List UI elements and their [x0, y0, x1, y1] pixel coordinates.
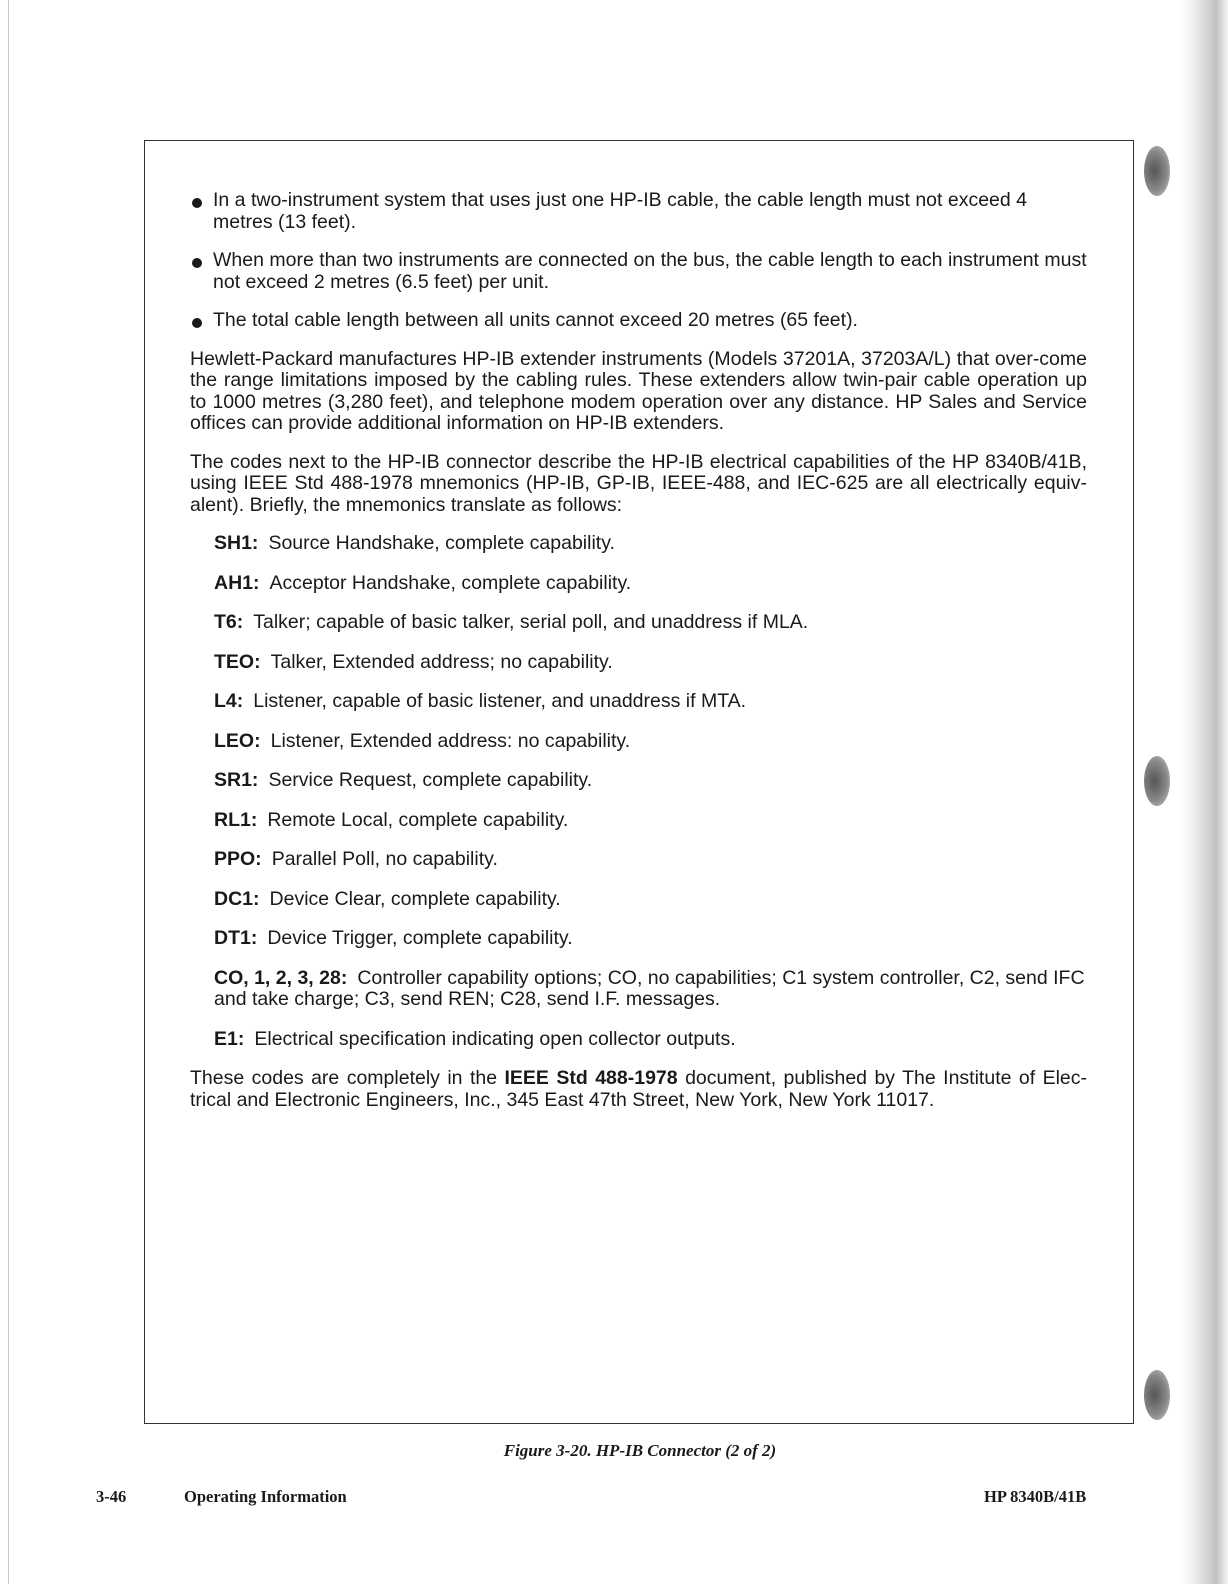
mnemonic-code: DT1: [214, 927, 258, 949]
bullet-item [190, 250, 1087, 293]
mnemonic-description: Parallel Poll, no capability. [271, 848, 498, 870]
figure-caption: Figure 3-20. HP-IB Connector (2 of 2) [503, 1441, 777, 1460]
extenders-paragraph: Hewlett-Packard manufactures HP-IB extender instruments (Models 37201A, 37203A/L) that over-come the range limitations imposed by the cabling rules. These extenders allow twin-pair cable operation up to 1000 metres (3,280 feet), and telephone modem operation over any distance. HP Sales and Service offices can provide additional information on HP-IB extenders. [190, 347, 1087, 434]
mnemonic-entry [214, 533, 1087, 555]
page-number: 3-46 [96, 1487, 127, 1506]
mnemonic-entry [214, 1029, 1087, 1051]
mnemonic-code: AH1: [214, 571, 260, 594]
model-name: HP 8340B/41B [984, 1487, 1087, 1506]
mnemonic-entry [214, 770, 1087, 792]
mnemonic-description: Source Handshake, complete capability. [268, 532, 615, 554]
closing-text-after: document, published by The Institute of Elec-trical and Electronic Engineers, Inc., 345 East 47th Street, New York, New York 11017. [190, 1067, 1088, 1111]
binder-hole [1144, 146, 1170, 196]
mnemonic-code: CO, 1, 2, 3, 28: [214, 966, 348, 989]
mnemonic-entry [214, 612, 1087, 634]
binder-hole [1144, 1370, 1170, 1420]
mnemonic-entry [214, 968, 1087, 1011]
bullet-icon [192, 198, 202, 208]
mnemonic-code: PPO: [214, 848, 262, 870]
mnemonic-description: Device Clear, complete capability. [269, 887, 561, 910]
mnemonic-code: LEO: [214, 729, 261, 752]
mnemonic-code: RL1: [214, 808, 258, 831]
mnemonic-entry [214, 889, 1087, 911]
mnemonic-entry [214, 573, 1087, 595]
binder-hole [1144, 756, 1170, 806]
mnemonic-description: Listener, capable of basic listener, and unaddress if MTA. [253, 690, 747, 712]
mnemonic-entry [214, 731, 1087, 753]
bullet-item [190, 190, 1087, 233]
mnemonic-code: TEO: [214, 650, 261, 673]
mnemonic-entry [214, 652, 1087, 674]
mnemonic-entry [214, 691, 1087, 713]
bullet-text: In a two-instrument system that uses just one HP-IB cable, the cable length must not exceed 4 metres (13 feet). [213, 189, 1028, 233]
bullet-item [190, 310, 1087, 332]
mnemonic-description: Electrical specification indicating open collector outputs. [254, 1027, 736, 1050]
mnemonic-description: Talker; capable of basic talker, serial poll, and unaddress if MLA. [253, 611, 809, 633]
mnemonic-code: L4: [214, 690, 244, 712]
codes-intro-paragraph: The codes next to the HP-IB connector describe the HP-IB electrical capabilities of the HP 8340B/41B, using IEEE Std 488-1978 mnemonics (HP-IB, GP-IB, IEEE-488, and IEC-625 are all electrically equiv-alent). Briefly, the mnemonics translate as follows: [190, 450, 1087, 516]
binding-edge-shadow [1180, 0, 1228, 1584]
bullet-icon [192, 318, 202, 328]
mnemonic-description: Acceptor Handshake, complete capability. [269, 571, 632, 594]
mnemonic-description: Talker, Extended address; no capability. [270, 650, 613, 673]
standard-reference: IEEE Std 488-1978 [504, 1067, 678, 1089]
mnemonic-description: Service Request, complete capability. [268, 769, 593, 791]
mnemonic-entry [214, 928, 1087, 950]
closing-paragraph [190, 1068, 1087, 1111]
mnemonic-description: Controller capability options; CO, no capabilities; C1 system controller, C2, send IFC and take charge; C3, send REN; C28, send I.F. messages. [214, 966, 1085, 1010]
mnemonic-entry [214, 849, 1087, 871]
mnemonic-code: T6: [214, 611, 244, 633]
bullet-text: The total cable length between all units cannot exceed 20 metres (65 feet). [213, 309, 858, 331]
mnemonic-code: SR1: [214, 769, 259, 791]
figure-content [190, 190, 1087, 1128]
section-name: Operating Information [184, 1487, 347, 1506]
mnemonic-code: SH1: [214, 532, 259, 554]
page-edge-rule [8, 0, 9, 1584]
mnemonic-description: Remote Local, complete capability. [267, 808, 569, 831]
closing-text-before: These codes are completely in the [190, 1067, 498, 1089]
mnemonic-description: Listener, Extended address: no capability. [270, 729, 631, 752]
mnemonic-description: Device Trigger, complete capability. [267, 927, 573, 949]
mnemonic-code: E1: [214, 1027, 245, 1050]
bullet-icon [192, 258, 202, 268]
mnemonic-code: DC1: [214, 887, 260, 910]
bullet-text: When more than two instruments are connected on the bus, the cable length to each instrument must not exceed 2 metres (6.5 feet) per unit. [213, 249, 1087, 293]
mnemonic-entry [214, 810, 1087, 832]
